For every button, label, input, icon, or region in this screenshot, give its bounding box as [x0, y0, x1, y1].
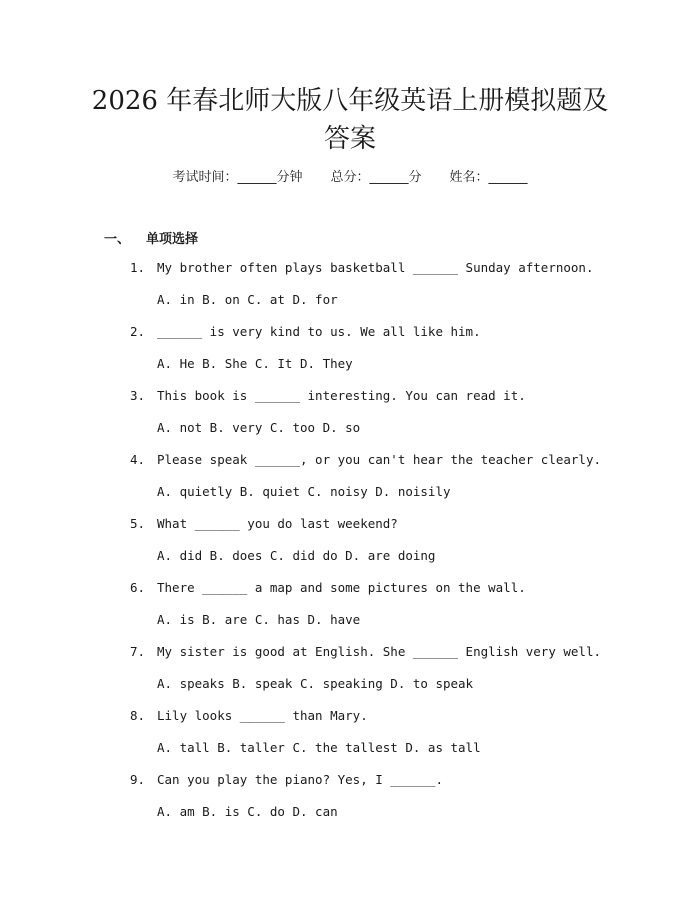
- question-options: A. in B. on C. at D. for: [157, 292, 338, 307]
- exam-info: [0, 168, 700, 188]
- student-name-field: 姓名：______: [449, 170, 528, 185]
- question-number: 6.: [130, 580, 146, 595]
- question-item: [0, 578, 700, 642]
- question-stem: My sister is good at English. She ______ English very well.: [157, 644, 602, 659]
- page-title: [60, 82, 640, 158]
- section-heading: [104, 228, 198, 247]
- question-number: 2.: [130, 324, 146, 339]
- question-item: [0, 770, 700, 834]
- question-stem: Can you play the piano? Yes, I ______.: [157, 772, 443, 787]
- question-stem: This book is ______ interesting. You can read it.: [157, 388, 526, 403]
- question-stem: Lily looks ______ than Mary.: [157, 708, 368, 723]
- question-number: 9.: [130, 772, 146, 787]
- question-number: 5.: [130, 516, 146, 531]
- question-item: [0, 514, 700, 578]
- question-options: A. is B. are C. has D. have: [157, 612, 361, 627]
- question-item: [0, 642, 700, 706]
- question-item: [0, 258, 700, 322]
- total-score-field: 总分：______分: [330, 170, 422, 185]
- question-options: A. He B. She C. It D. They: [157, 356, 353, 371]
- question-number: 4.: [130, 452, 146, 467]
- section-number: 一、: [104, 232, 131, 247]
- question-item: [0, 386, 700, 450]
- question-number: 8.: [130, 708, 146, 723]
- question-options: A. tall B. taller C. the tallest D. as tall: [157, 740, 481, 755]
- question-number: 7.: [130, 644, 146, 659]
- question-stem: ______ is very kind to us. We all like him.: [157, 324, 481, 339]
- exam-time-field: 考试时间：______分钟: [172, 170, 303, 185]
- title-line-2: 答案: [323, 124, 376, 154]
- question-stem: What ______ you do last weekend?: [157, 516, 398, 531]
- question-number: 3.: [130, 388, 146, 403]
- question-options: A. am B. is C. do D. can: [157, 804, 338, 819]
- section-title: 单项选择: [146, 232, 199, 247]
- question-item: [0, 322, 700, 386]
- question-options: A. did B. does C. did do D. are doing: [157, 548, 436, 563]
- question-options: A. quietly B. quiet C. noisy D. noisily: [157, 484, 451, 499]
- question-stem: There ______ a map and some pictures on the wall.: [157, 580, 526, 595]
- question-number: 1.: [130, 260, 146, 275]
- question-item: [0, 706, 700, 770]
- question-item: [0, 450, 700, 514]
- question-stem: My brother often plays basketball ______ Sunday afternoon.: [157, 260, 594, 275]
- question-options: A. speaks B. speak C. speaking D. to speak: [157, 676, 474, 691]
- question-list: [0, 258, 700, 834]
- title-line-1: 2026 年春北师大版八年级英语上册模拟题及: [91, 86, 609, 116]
- question-stem: Please speak ______, or you can't hear the teacher clearly.: [157, 452, 602, 467]
- question-options: A. not B. very C. too D. so: [157, 420, 361, 435]
